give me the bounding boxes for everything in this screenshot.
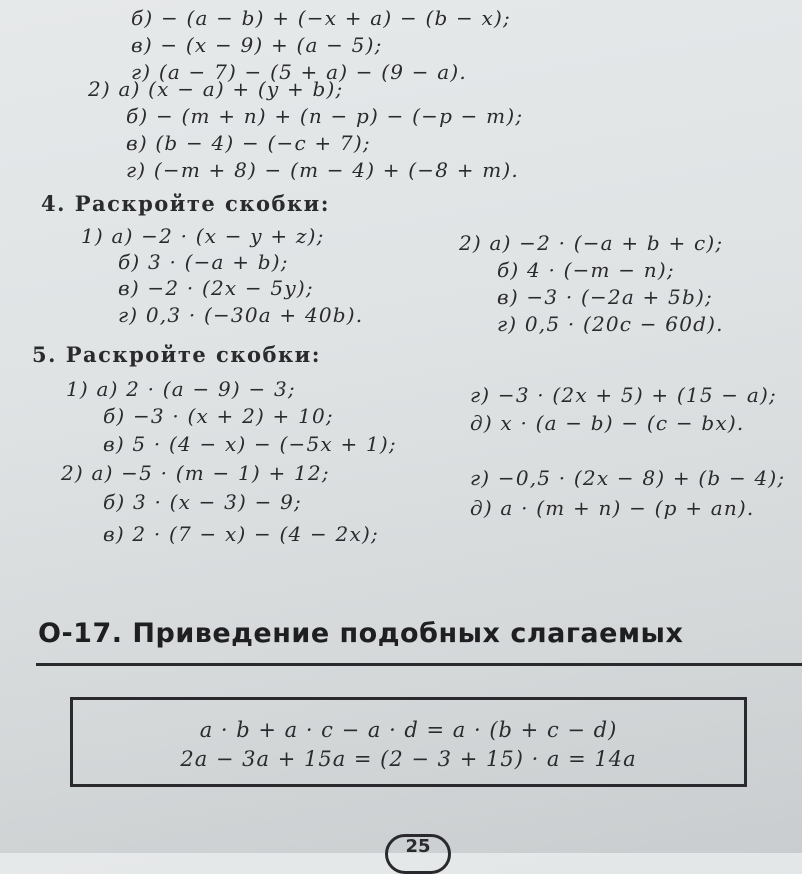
ex4-right-g: г) 0,5 · (20c − 60d). xyxy=(497,312,724,336)
exercise5-header: 5. Раскройте скобки: xyxy=(32,342,321,367)
ex4-right-a: 2) а) −2 · (−a + b + c); xyxy=(459,231,724,255)
ex5-left-2a: 2) а) −5 · (m − 1) + 12; xyxy=(61,461,330,485)
ex4-left-b: б) 3 · (−a + b); xyxy=(118,250,289,274)
ex4-left-a: 1) а) −2 · (x − y + z); xyxy=(81,224,325,248)
ex5-right-2d: д) a · (m + n) − (p + an). xyxy=(470,496,755,520)
ex4-left-g: г) 0,3 · (−30a + 40b). xyxy=(118,303,364,327)
prev-item-2v: в) (b − 4) − (−c + 7); xyxy=(126,131,371,155)
prev-item-1b: б) − (a − b) + (−x + a) − (b − x); xyxy=(131,6,511,30)
ex5-left-1b: б) −3 · (x + 2) + 10; xyxy=(103,404,334,428)
ex4-left-v: в) −2 · (2x − 5y); xyxy=(118,276,314,300)
rule-line-2: 2a − 3a + 15a = (2 − 3 + 15) · a = 14a xyxy=(180,747,637,771)
ex4-right-v: в) −3 · (−2a + 5b); xyxy=(497,285,713,309)
ex4-right-b: б) 4 · (−m − n); xyxy=(497,258,675,282)
ex5-left-1a: 1) а) 2 · (a − 9) − 3; xyxy=(66,377,296,401)
ex5-right-1g: г) −3 · (2x + 5) + (15 − a); xyxy=(470,383,777,407)
prev-item-2g: г) (−m + 8) − (m − 4) + (−8 + m). xyxy=(126,158,519,182)
page-number: 25 xyxy=(385,834,451,874)
ex5-right-1d: д) x · (a − b) − (c − bx). xyxy=(470,411,745,435)
ex5-left-2v: в) 2 · (7 − x) − (4 − 2x); xyxy=(103,522,379,546)
ex5-left-2b: б) 3 · (x − 3) − 9; xyxy=(103,490,302,514)
rule-box xyxy=(70,697,747,787)
section-title: О-17. Приведение подобных слагаемых xyxy=(38,618,684,649)
prev-item-1v: в) − (x − 9) + (a − 5); xyxy=(131,33,383,57)
section-divider xyxy=(36,663,802,666)
prev-item-1g: г) (a − 7) − (5 + a) − (9 − a). xyxy=(131,60,467,84)
prev-item-2a: 2) а) (x − a) + (y + b); xyxy=(88,77,344,101)
rule-line-1: a · b + a · c − a · d = a · (b + c − d) xyxy=(199,718,618,742)
exercise4-header: 4. Раскройте скобки: xyxy=(41,191,330,216)
prev-item-2b: б) − (m + n) + (n − p) − (−p − m); xyxy=(126,104,524,128)
ex5-left-1v: в) 5 · (4 − x) − (−5x + 1); xyxy=(103,432,397,456)
ex5-right-2g: г) −0,5 · (2x − 8) + (b − 4); xyxy=(470,466,786,490)
